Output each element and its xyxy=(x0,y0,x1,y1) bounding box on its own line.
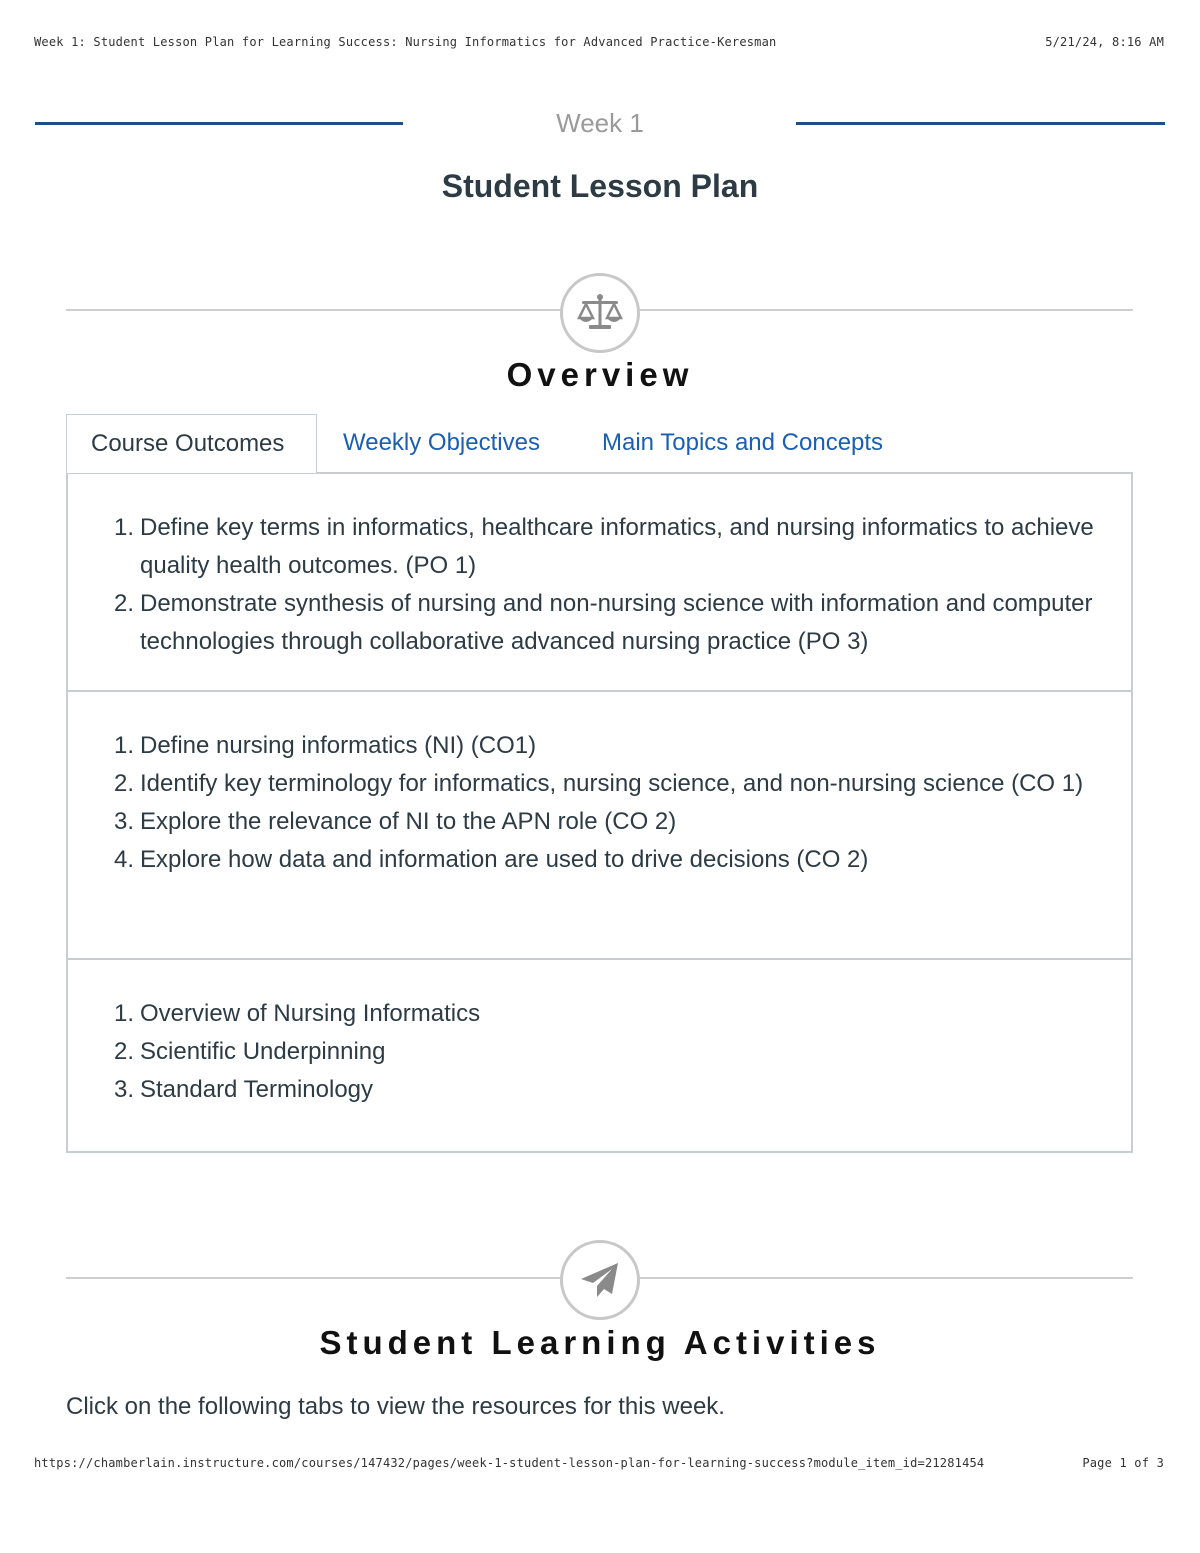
weekly-objectives-list xyxy=(113,727,1100,879)
main-topics-list xyxy=(113,995,1100,1109)
tab-course-outcomes[interactable]: Course Outcomes xyxy=(66,414,317,473)
overview-tabs xyxy=(66,414,1133,473)
list-item: 4. Explore how data and information are used to drive decisions (CO 2) xyxy=(113,846,869,873)
course-outcomes-list xyxy=(113,509,1100,661)
print-footer-page: Page 1 of 3 xyxy=(1082,1456,1164,1470)
week-label: Week 1 xyxy=(556,108,644,138)
panel-separator xyxy=(68,958,1131,960)
paper-plane-icon xyxy=(560,1240,640,1320)
print-header-title: Week 1: Student Lesson Plan for Learning Success: Nursing Informatics for Advanced Practice-Keresman xyxy=(34,35,777,49)
overview-heading: Overview xyxy=(506,356,694,393)
list-item: 3. Standard Terminology xyxy=(113,1076,374,1103)
print-header-datetime: 5/21/24, 8:16 AM xyxy=(1045,35,1164,49)
list-item: 1. Define key terms in informatics, healthcare informatics, and nursing informatics to achieve quality health outcomes. (PO 1) xyxy=(113,514,1094,579)
list-item: 2. Identify key terminology for informatics, nursing science, and non-nursing science (CO 1) xyxy=(113,770,1084,797)
print-header xyxy=(34,35,1164,49)
list-item: 1. Overview of Nursing Informatics xyxy=(113,1000,481,1027)
list-item: 1. Define nursing informatics (NI) (CO1) xyxy=(113,732,537,759)
page-title: Student Lesson Plan xyxy=(441,168,759,204)
tab-panel xyxy=(66,472,1133,1153)
balance-scale-icon xyxy=(560,273,640,353)
list-item: 2. Demonstrate synthesis of nursing and non-nursing science with information and computer technologies through collaborative advanced nursing practice (PO 3) xyxy=(113,590,1093,655)
activities-intro: Click on the following tabs to view the resources for this week. xyxy=(66,1393,725,1420)
list-item: 2. Scientific Underpinning xyxy=(113,1038,386,1065)
week-divider-right xyxy=(796,122,1165,125)
week-banner xyxy=(35,108,1165,142)
list-item: 3. Explore the relevance of NI to the APN role (CO 2) xyxy=(113,808,677,835)
print-footer xyxy=(34,1456,1164,1470)
activities-heading: Student Learning Activities xyxy=(319,1324,881,1361)
tab-main-topics[interactable]: Main Topics and Concepts xyxy=(602,429,884,456)
print-footer-url: https://chamberlain.instructure.com/courses/147432/pages/week-1-student-lesson-plan-for-learning-success?module_item_id=21281454 xyxy=(34,1456,985,1470)
panel-separator xyxy=(68,690,1131,692)
tab-weekly-objectives[interactable]: Weekly Objectives xyxy=(343,429,540,456)
